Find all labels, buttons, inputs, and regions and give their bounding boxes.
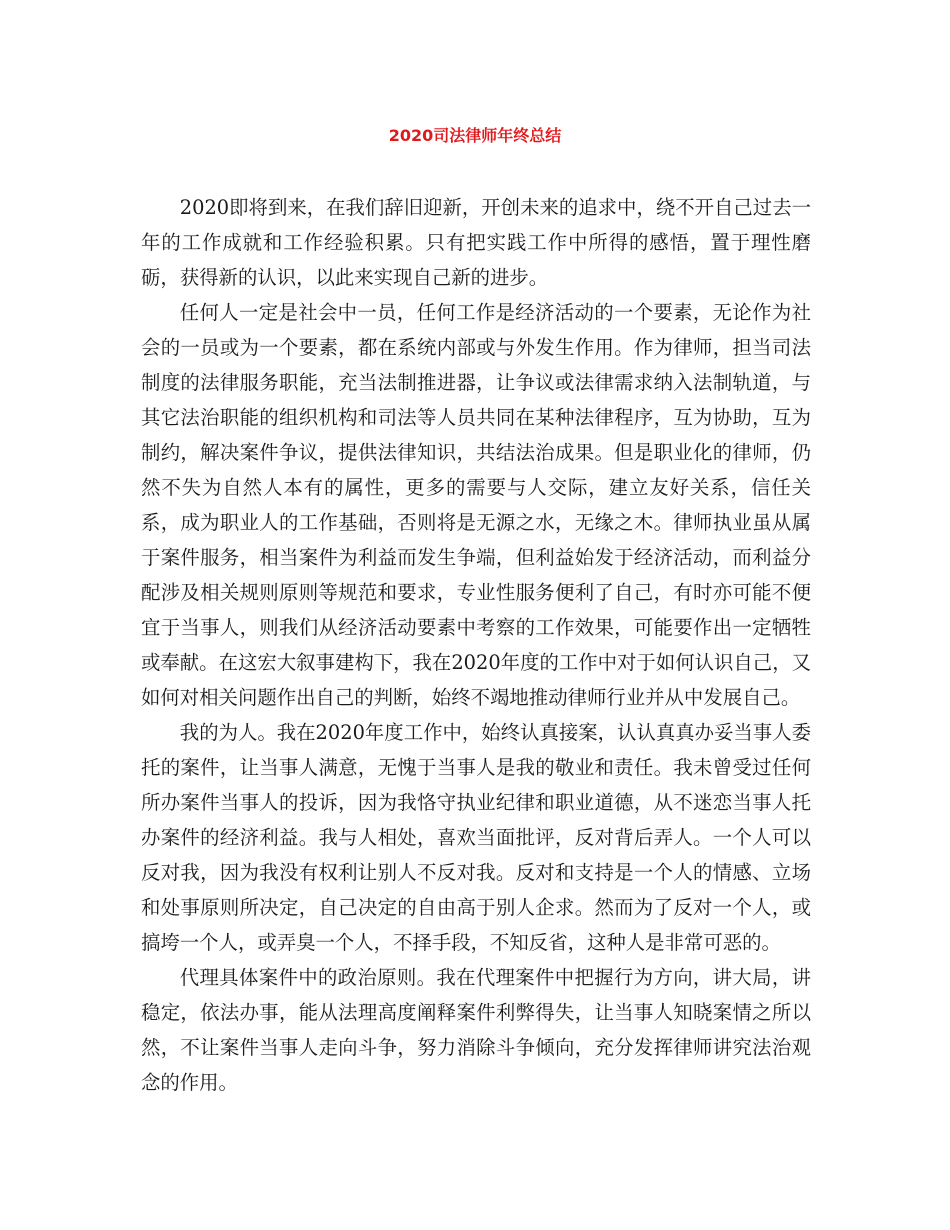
paragraph-role: 任何人一定是社会中一员，任何工作是经济活动的一个要素，无论作为社会的一员或为一个要素，都在系统内部或与外发生作用。作为律师，担当司法制度的法律服务职能，充当法制推进器，让争议或法律需求纳入法制轨道，与其它法治职能的组织机构和司法等人员共同在某种法律程序，互为协助，互为制约，解决案件争议，提供法律知识，共结法治成果。但是职业化的律师，仍然不失为自然人本有的属性，更多的需要与人交际，建立友好关系，信任关系，成为职业人的工作基础，否则将是无源之水，无缘之木。律师执业虽从属于案件服务，相当案件为利益而发生争端，但利益始发于经济活动，而利益分配涉及相关规则原则等规范和要求，专业性服务便利了自己，有时亦可能不便宜于当事人，则我们从经济活动要素中考察的工作效果，可能要作出一定牺牲或奉献。在这宏大叙事建构下，我在2020年度的工作中对于如何认识自己，又如何对相关问题作出自己的判断，始终不竭地推动律师行业并从中发展自己。 bbox=[141, 301, 811, 709]
paragraph-character: 我的为人。我在2020年度工作中，始终认真接案，认认真真办妥当事人委托的案件，让当事人满意，无愧于当事人是我的敬业和责任。我未曾受过任何所办案件当事人的投诉，因为我恪守执业纪律和职业道德，从不迷恋当事人托办案件的经济利益。我与人相处，喜欢当面批评，反对背后弄人。一个人可以反对我，因为我没有权利让别人不反对我。反对和支持是一个人的情感、立场和处事原则所决定，自己决定的自由高于别人企求。然而为了反对一个人，或搞垮一个人，或弄臭一个人，不择手段，不知反省，这种人是非常可恶的。 bbox=[141, 721, 811, 954]
paragraph-intro: 2020即将到来，在我们辞旧迎新，开创未来的追求中，绕不开自己过去一年的工作成就和工作经验积累。只有把实践工作中所得的感悟，置于理性磨砺，获得新的认识，以此来实现自己新的进步。 bbox=[141, 196, 811, 289]
document-body bbox=[141, 190, 811, 1100]
document-title: 2020司法律师年终总结 bbox=[388, 126, 562, 145]
paragraph-political-principle: 代理具体案件中的政治原则。我在代理案件中把握行为方向，讲大局，讲稳定，依法办事，能从法理高度阐释案件利弊得失，让当事人知晓案情之所以然，不让案件当事人走向斗争，努力消除斗争倾向，充分发挥律师讲究法治观念的作用。 bbox=[141, 966, 811, 1094]
